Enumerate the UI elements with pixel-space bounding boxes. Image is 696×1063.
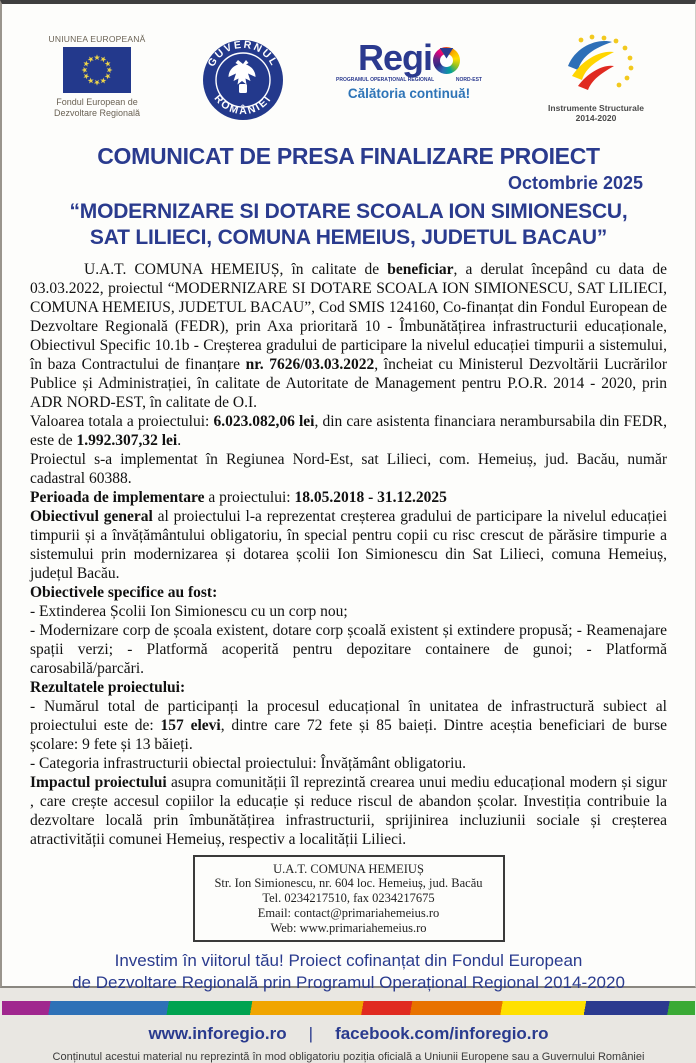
- project-title: [2, 199, 695, 252]
- paragraph: - Modernizare corp de școala existent, dotare corp școală existent și extindere propusă; - Reamenajare spații verzi; - Platformă acoperită pentru depozitare containere de gunoi; - Platformă carosabilă/parcări.: [30, 621, 667, 677]
- link-separator: |: [308, 1024, 314, 1044]
- project-title-line1: “MODERNIZARE SI DOTARE SCOALA ION SIMIONESCU,: [69, 200, 628, 223]
- date-label: Octombrie 2025: [507, 173, 643, 193]
- paragraph: - Extinderea Școlii Ion Simionescu cu un corp nou;: [30, 602, 348, 620]
- paragraph: Proiectul s-a implementat în Regiunea Nord-Est, sat Lilieci, com. Hemeiuș, jud. Bacău, număr cadastral 60388.: [30, 450, 667, 487]
- page-title: COMUNICAT DE PRESA FINALIZARE PROIECT: [97, 143, 600, 169]
- regio-logo: [330, 37, 488, 101]
- regio-name: Regi: [357, 37, 432, 78]
- eu-label-bottom: Fondul European de Dezvoltare Regională: [53, 97, 141, 119]
- gov-label-bottom: ROMÂNIEI: [211, 92, 275, 118]
- contact-line: U.A.T. COMUNA HEMEIUȘ: [273, 861, 424, 876]
- structural-label-line2: 2014-2020: [575, 113, 617, 123]
- invest-line1: Investim în viitorul tău! Proiect cofinanțat din Fondul European: [114, 951, 583, 971]
- contact-line: Email: contact@primariahemeius.ro: [257, 905, 440, 920]
- links-bar: [2, 1024, 695, 1044]
- contact-box: [193, 855, 505, 943]
- regio-subline: [330, 77, 488, 83]
- contact-line: Tel. 0234217510, fax 0234217675: [262, 891, 435, 905]
- contact-line: Web: www.primariahemeius.ro: [270, 920, 427, 935]
- paragraph: U.A.T. COMUNA HEMEIUȘ, în calitate de beneficiar, a derulat începând cu data de 03.03.2022, proiectul “MODERNIZARE SI DOTARE SCOALA ION SIMIONESCU, SAT LILIECI, COMUNA HEMEIUS, JUDETUL BACAU”, Cod SMIS 124160, Co-finanțat din Fondul European de Dezvoltare Regională (FEDR), prin Axa prioritară 10 - Îmbunătățirea infrastructurii educaționale, Obiectivul Specific 10.1b - Creșterea gradului de participare la nivelul educației timpurii a sistemului, în baza Contractului de finanțare nr. 7626/03.03.2022, încheiat cu Ministerul Dezvoltării Lucrărilor Publice și Administrației, în calitate de Autoritate de Management pentru P.O.R. 2014 - 2020, prin ADR NORD-EST, în calitate de O.I.: [30, 260, 668, 411]
- header-logos: [2, 4, 695, 127]
- regio-wheel-icon: [433, 47, 460, 74]
- body-text: [30, 260, 667, 849]
- eu-logo: [38, 34, 156, 120]
- facebook-link[interactable]: facebook.com/inforegio.ro: [335, 1024, 549, 1044]
- regio-tagline: Călătoria continuă!: [347, 86, 471, 101]
- structural-instruments-icon: [546, 34, 646, 96]
- government-seal: [201, 38, 285, 127]
- structural-label-line1: Instrumente Structurale: [548, 103, 644, 113]
- rainbow-stripe: [2, 1001, 695, 1015]
- paragraph: - Categoria infrastructurii obiectal proiectului: Învățământ obligatoriu.: [30, 754, 467, 772]
- invest-slogan: [2, 950, 695, 994]
- invest-line2: de Dezvoltare Regională prin Programul Operațional Regional 2014-2020: [72, 973, 625, 993]
- disclaimer-text: Conținutul acestui material nu reprezintă în mod obligatoriu poziția oficială a Uniunii Europene sau a Guvernului României: [52, 1051, 645, 1063]
- paragraph: Obiectivele specifice au fost:: [30, 583, 218, 601]
- project-title-line2: SAT LILIECI, COMUNA HEMEIUS, JUDETUL BACAU”: [89, 226, 608, 250]
- eu-label-top: UNIUNEA EUROPEANĂ: [48, 34, 146, 44]
- regio-wordmark: [330, 37, 488, 78]
- gov-label-top: GUVERNUL: [205, 38, 281, 70]
- paragraph: Obiectivul general al proiectului l-a reprezentat creșterea gradului de participare la nivelul educației timpurii și a învățământului obligatoriu, în special pentru copii cu risc crescut de părăsire timpurie a sistemului prin modernizarea și dotarea școlii Ion Simionescu din Sat Lilieci, comuna Hemeiuș, județul Bacău.: [30, 507, 667, 582]
- government-seal-icon: [201, 38, 285, 122]
- paragraph: Valoarea totala a proiectului: 6.023.082,06 lei, din care asistenta financiara nerambursabila din FEDR, este de 1.992.307,32 lei.: [30, 412, 667, 449]
- paragraph: Impactul proiectului asupra comunității îl reprezintă crearea unui mediu educațional modern și sigur , care crește accesul copiilor la educație și reduce riscul de abandon școlar. Investiția contribuie la dezvoltare locală prin îmbunătățirea infrastructurii, sprijinirea incluziunii sociale și creșterea atractivității comunei Hemeiuș, respectiv a localității Lilieci.: [30, 773, 668, 848]
- paragraph: Rezultatele proiectului:: [30, 678, 186, 696]
- regio-program-label: PROGRAMUL OPERAȚIONAL REGIONAL: [336, 77, 435, 83]
- regio-region-label: NORD-EST: [455, 77, 482, 83]
- eu-flag-icon: [63, 47, 131, 93]
- contact-line: Str. Ion Simionescu, nr. 604 loc. Hemeiuș, jud. Bacău: [214, 876, 483, 891]
- inforegio-link[interactable]: www.inforegio.ro: [148, 1024, 287, 1044]
- paragraph: - Numărul total de participanți la procesul educațional în unitatea de infrastructură subiect al proiectului este de: 157 elevi, dintre care 72 fete și 85 baieți. Dintre aceștia beneficiari de burse școlare: 9 fete și 13 băieți.: [30, 697, 667, 753]
- structural-instruments-logo: [533, 34, 659, 123]
- paragraph: Perioada de implementare a proiectului: 18.05.2018 - 31.12.2025: [30, 488, 447, 506]
